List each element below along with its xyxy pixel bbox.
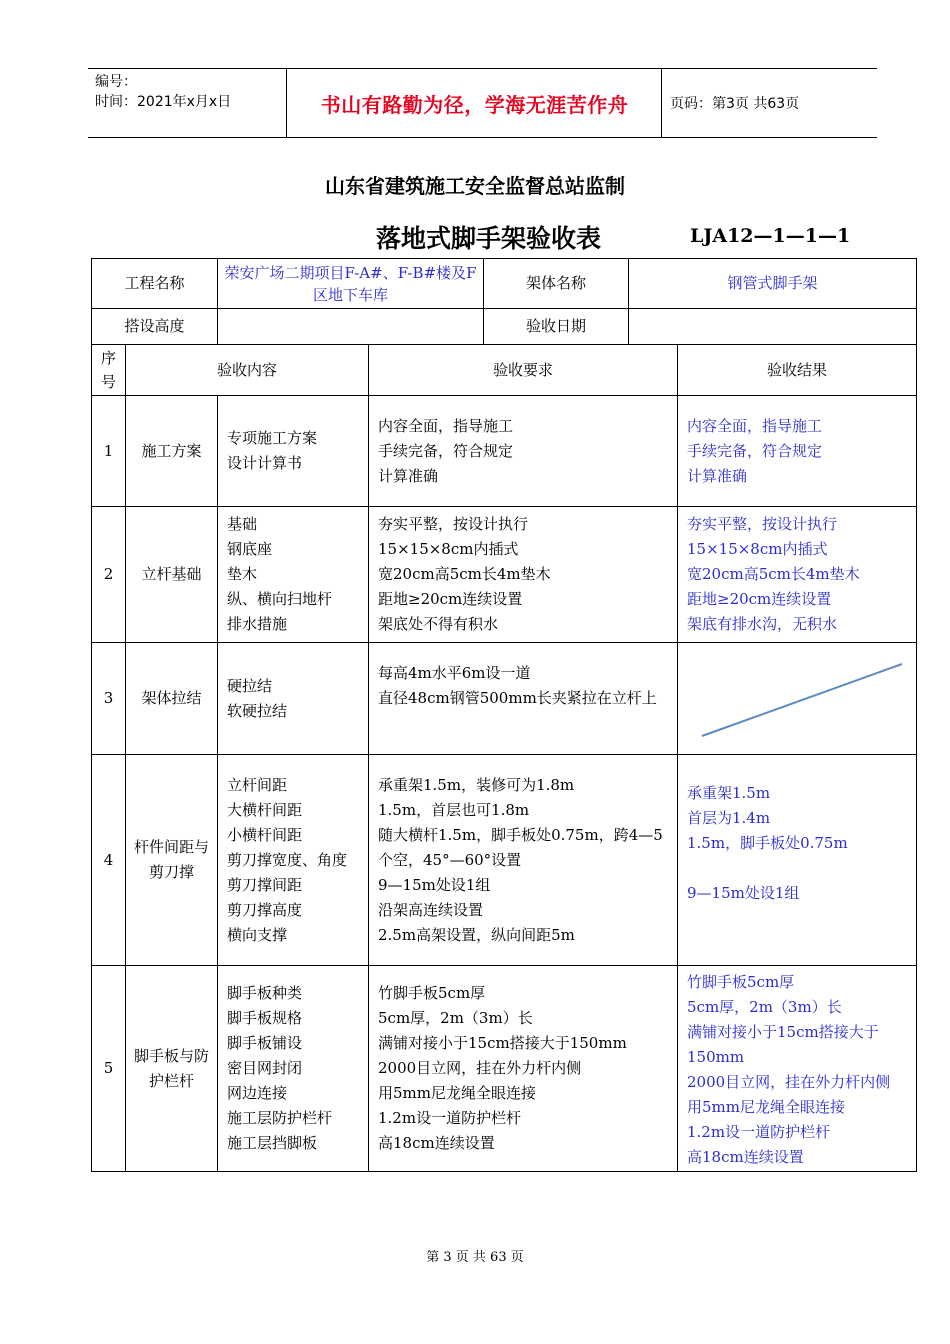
row-4-item: 大横杆间距 <box>227 800 303 819</box>
row-4-item: 小横杆间距 <box>227 825 303 844</box>
row-3-req: 每高4m水平6m设一道 <box>378 664 531 682</box>
form-title: 落地式脚手架验收表 <box>376 224 602 253</box>
row-4-item: 剪刀撑高度 <box>227 900 303 919</box>
row-4-req: 9—15m处设1组 <box>378 875 491 894</box>
row-4-res: 承重架1.5m <box>687 784 771 802</box>
row-2-res: 夯实平整，按设计执行 <box>687 515 838 533</box>
row-3-requirements <box>368 642 678 755</box>
row-4-req: 随大横杆1.5m，脚手板处0.75m，跨4—5个空，45°—60°设置 <box>378 825 663 869</box>
header-slogan: 书山有路勤为径，学海无涯苦作舟 <box>288 69 662 137</box>
row-4-requirements <box>368 754 678 966</box>
row-5-req: 满铺对接小于15cm搭接大于150mm <box>378 1034 627 1052</box>
row-2-items <box>217 506 369 643</box>
row-5-requirements <box>368 965 678 1172</box>
page-footer: 第 3 页 共 63 页 <box>426 1250 524 1265</box>
row-5-res: 高18cm连续设置 <box>687 1148 804 1166</box>
header-page-label: 页码：第3页 共63页 <box>670 96 800 112</box>
row-4-items <box>217 754 369 966</box>
row-1-items <box>217 395 369 507</box>
row-5-item: 密目网封闭 <box>227 1059 303 1077</box>
row-1-req: 内容全面，指导施工 <box>378 416 514 435</box>
height-label: 搭设高度 <box>91 308 218 345</box>
row-4-res <box>687 856 916 881</box>
row-3-req: 直径48cm钢管500mm长夹紧拉在立杆上 <box>378 689 657 707</box>
row-3-item: 软硬拉结 <box>227 701 288 720</box>
row-5-item: 网边连接 <box>227 1084 288 1102</box>
row-1-no: 1 <box>91 395 126 507</box>
row-2-res: 15×15×8cm内插式 <box>687 540 828 558</box>
row-2-req: 15×15×8cm内插式 <box>378 540 519 558</box>
row-4-item: 剪刀撑间距 <box>227 875 303 894</box>
height-value <box>217 308 484 345</box>
row-3-results <box>677 642 917 755</box>
row-5-item: 施工层挡脚板 <box>227 1134 318 1152</box>
row-1-requirements <box>368 395 678 507</box>
frame-value: 钢管式脚手架 <box>628 258 917 309</box>
row-5-category: 脚手板与防护栏杆 <box>125 965 218 1172</box>
row-1-res: 手续完备，符合规定 <box>687 441 823 460</box>
row-5-no: 5 <box>91 965 126 1172</box>
row-2-res: 架底有排水沟，无积水 <box>687 615 838 633</box>
row-2-item: 排水措施 <box>227 615 288 633</box>
row-2-no: 2 <box>91 506 126 643</box>
row-4-req: 承重架1.5m，装修可为1.8m <box>378 775 575 794</box>
row-4-results <box>677 754 917 966</box>
row-2-req: 架底处不得有积水 <box>378 615 499 633</box>
row-2-req: 距地≥20cm连续设置 <box>378 590 523 608</box>
row-1-results <box>677 395 917 507</box>
row-1-req: 计算准确 <box>378 466 439 485</box>
row-5-req: 竹脚手板5cm厚 <box>378 984 486 1002</box>
row-1-res: 内容全面，指导施工 <box>687 416 823 435</box>
header-content: 验收内容 <box>125 344 369 396</box>
row-4-res: 首层为1.4m <box>687 809 771 827</box>
row-1-req: 手续完备，符合规定 <box>378 441 514 460</box>
row-2-item: 钢底座 <box>227 540 273 558</box>
row-3-items <box>217 642 369 755</box>
row-5-item: 施工层防护栏杆 <box>227 1109 333 1127</box>
row-4-req: 1.5m，首层也可1.8m <box>378 800 530 819</box>
row-5-res: 2000目立网，挂在外力杆内侧 <box>687 1073 891 1091</box>
row-5-res: 1.2m设一道防护栏杆 <box>687 1123 831 1141</box>
row-2-item: 垫木 <box>227 565 258 583</box>
row-5-items <box>217 965 369 1172</box>
project-value: 荣安广场二期项目F-A#、F-B#楼及F区地下车库 <box>217 258 484 309</box>
row-2-item: 纵、横向扫地杆 <box>227 590 333 608</box>
header-result: 验收结果 <box>677 344 917 396</box>
row-2-res: 距地≥20cm连续设置 <box>687 590 832 608</box>
row-2-req: 宽20cm高5cm长4m垫木 <box>378 565 551 583</box>
row-4-item: 立杆间距 <box>227 775 288 794</box>
header-meta <box>88 69 287 137</box>
row-4-item: 横向支撑 <box>227 925 288 944</box>
row-4-req: 沿架高连续设置 <box>378 900 484 919</box>
row-2-category: 立杆基础 <box>125 506 218 643</box>
row-5-req: 1.2m设一道防护栏杆 <box>378 1109 522 1127</box>
not-applicable-slash <box>678 643 916 754</box>
row-2-res: 宽20cm高5cm长4m垫木 <box>687 565 860 583</box>
row-2-req: 夯实平整，按设计执行 <box>378 515 529 533</box>
header-requirement: 验收要求 <box>368 344 678 396</box>
page-header <box>88 68 877 138</box>
row-5-results <box>677 965 917 1172</box>
number-label: 编号： <box>95 74 137 90</box>
row-4-item: 剪刀撑宽度、角度 <box>227 850 348 869</box>
frame-label: 架体名称 <box>483 258 629 309</box>
row-4-req: 2.5m高架设置，纵向间距5m <box>378 925 575 944</box>
row-4-category: 杆件间距与剪刀撑 <box>125 754 218 966</box>
row-1-item: 专项施工方案 <box>227 429 318 447</box>
row-3-item: 硬拉结 <box>227 676 273 695</box>
row-1-res: 计算准确 <box>687 466 748 485</box>
row-1-category: 施工方案 <box>125 395 218 507</box>
form-code: LJA12—1—1—1 <box>690 225 851 247</box>
row-2-item: 基础 <box>227 515 258 533</box>
date-value <box>628 308 917 345</box>
row-5-item: 脚手板铺设 <box>227 1034 303 1052</box>
row-5-req: 2000目立网，挂在外力杆内侧 <box>378 1059 582 1077</box>
row-2-results <box>677 506 917 643</box>
row-1-item: 设计计算书 <box>227 454 303 472</box>
row-5-item: 脚手板规格 <box>227 1009 303 1027</box>
row-5-res: 满铺对接小于15cm搭接大于150mm <box>687 1023 879 1066</box>
row-4-res: 9—15m处设1组 <box>687 884 800 902</box>
row-5-res: 5cm厚，2m（3m）长 <box>687 998 842 1016</box>
row-5-req: 用5mm尼龙绳全眼连接 <box>378 1084 536 1102</box>
date-label: 验收日期 <box>483 308 629 345</box>
header-seq: 序号 <box>91 344 126 396</box>
row-4-res: 1.5m，脚手板处0.75m <box>687 834 848 852</box>
row-3-category: 架体拉结 <box>125 642 218 755</box>
row-5-res: 用5mm尼龙绳全眼连接 <box>687 1098 845 1116</box>
project-label: 工程名称 <box>91 258 218 309</box>
row-5-item: 脚手板种类 <box>227 984 303 1002</box>
row-3-no: 3 <box>91 642 126 755</box>
row-4-no: 4 <box>91 754 126 966</box>
row-5-res: 竹脚手板5cm厚 <box>687 973 795 991</box>
row-5-req: 5cm厚，2m（3m）长 <box>378 1009 533 1027</box>
supervisor-title: 山东省建筑施工安全监督总站监制 <box>325 174 625 198</box>
time-label: 时间：2021年x月x日 <box>95 94 232 110</box>
row-5-req: 高18cm连续设置 <box>378 1134 495 1152</box>
row-2-requirements <box>368 506 678 643</box>
